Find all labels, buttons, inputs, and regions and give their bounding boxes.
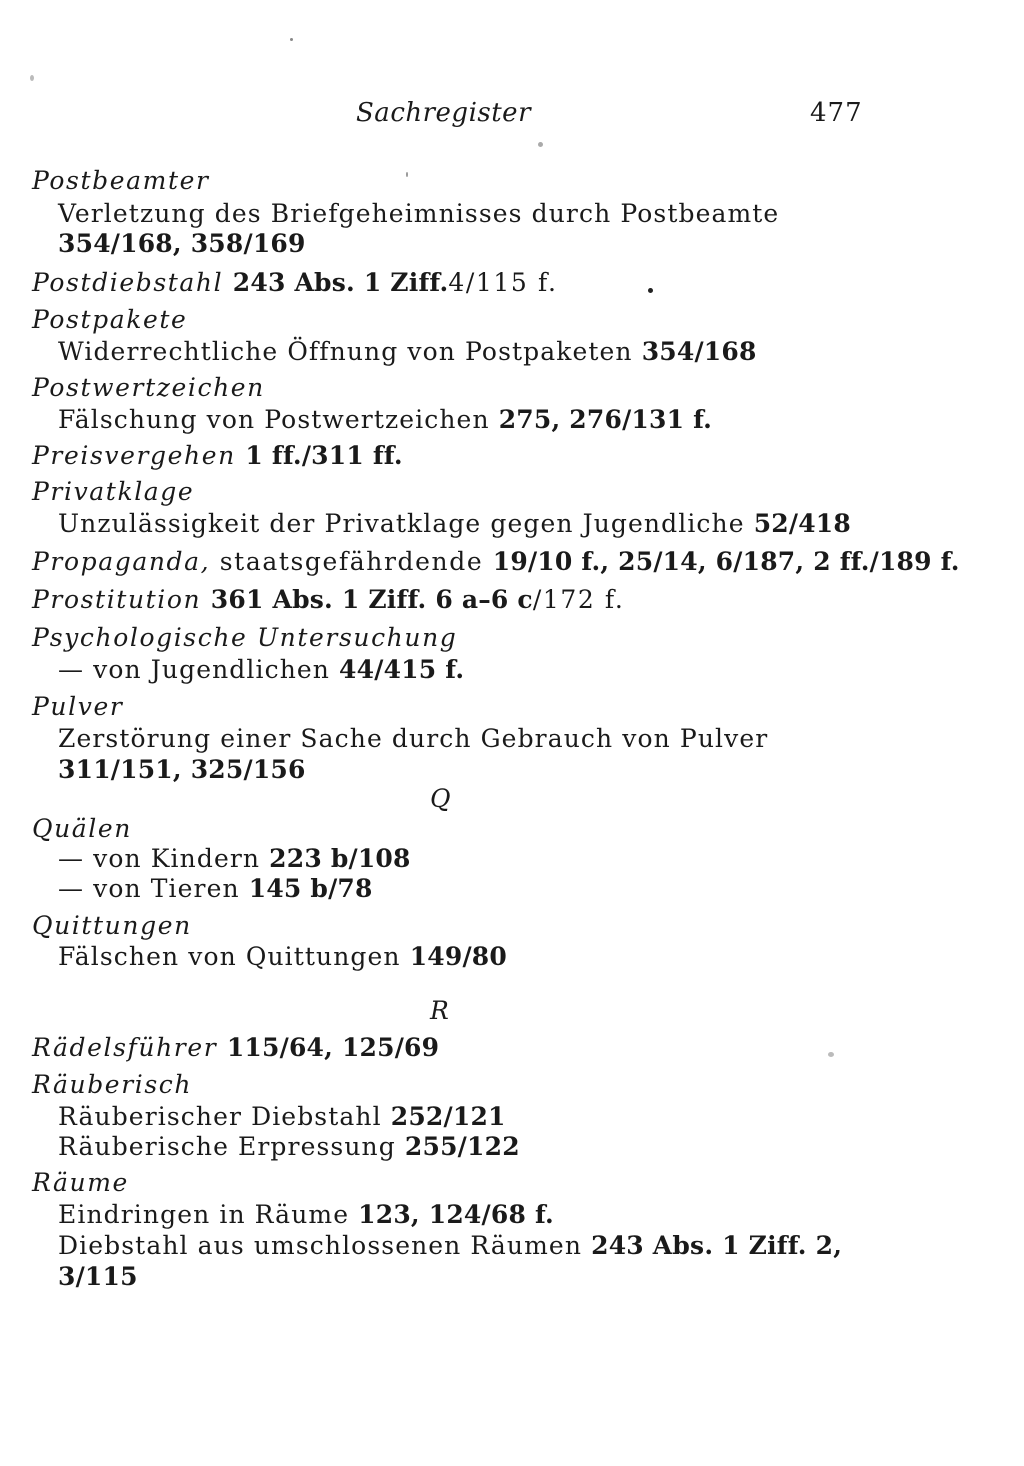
- index-entry-heading: Postwertzeichen: [32, 373, 265, 402]
- index-entry-heading: Psychologische Untersuchung: [32, 623, 458, 652]
- index-subentry: — von Tieren 145 b/78: [58, 874, 373, 903]
- section-letter: Q: [430, 784, 451, 813]
- index-entry-heading: Postbeamter: [32, 166, 210, 195]
- index-entry-heading: Räume: [32, 1168, 129, 1197]
- index-subentry: Widerrechtliche Öffnung von Postpaketen 354/168: [58, 337, 757, 366]
- index-subentry: Räuberischer Diebstahl 252/121: [58, 1102, 506, 1131]
- index-entry: Rädelsführer 115/64, 125/69: [32, 1033, 440, 1062]
- index-subentry: — von Kindern 223 b/108: [58, 844, 411, 873]
- index-subentry: Unzulässigkeit der Privatklage gegen Jugendliche 52/418: [58, 509, 851, 538]
- index-subentry: Eindringen in Räume 123, 124/68 f.: [58, 1200, 554, 1229]
- scan-speck: [30, 75, 34, 81]
- section-letter: R: [430, 996, 449, 1025]
- index-subentry-references: 354/168, 358/169: [58, 229, 306, 258]
- index-entry-heading: Privatklage: [32, 477, 195, 506]
- index-subentry: Fälschen von Quittungen 149/80: [58, 942, 507, 971]
- scan-speck: [406, 172, 408, 177]
- scan-speck: [538, 142, 543, 147]
- index-subentry: Räuberische Erpressung 255/122: [58, 1132, 520, 1161]
- index-entry: Preisvergehen 1 ff./311 ff.: [32, 441, 403, 470]
- index-entry-heading: Quälen: [32, 814, 132, 843]
- index-entry: Prostitution 361 Abs. 1 Ziff. 6 a–6 c/172 f.: [32, 585, 625, 614]
- scan-speck: [648, 288, 653, 293]
- index-subentry: Verletzung des Briefgeheimnisses durch Postbeamte: [58, 199, 780, 228]
- index-subentry-references: 3/115: [58, 1262, 138, 1291]
- page-number: 477: [810, 98, 863, 128]
- running-head: [0, 98, 1024, 134]
- index-entry-heading: Quittungen: [32, 911, 192, 940]
- running-title: Sachregister: [356, 98, 531, 128]
- index-subentry: Diebstahl aus umschlossenen Räumen 243 Abs. 1 Ziff. 2,: [58, 1231, 843, 1260]
- index-entry-heading: Räuberisch: [32, 1070, 193, 1099]
- index-subentry: Zerstörung einer Sache durch Gebrauch von Pulver: [58, 724, 769, 753]
- index-entry-heading: Postpakete: [32, 305, 188, 334]
- index-entry: Postdiebstahl 243 Abs. 1 Ziff.4/115 f.: [32, 268, 558, 297]
- index-entry-heading: Pulver: [32, 692, 124, 721]
- index-subentry-references: 311/151, 325/156: [58, 755, 306, 784]
- index-entry: Propaganda, staatsgefährdende 19/10 f., 25/14, 6/187, 2 ff./189 f.: [32, 547, 960, 576]
- index-subentry: Fälschung von Postwertzeichen 275, 276/131 f.: [58, 405, 713, 434]
- scan-speck: [828, 1052, 834, 1057]
- scan-speck: [290, 38, 293, 41]
- index-subentry: — von Jugendlichen 44/415 f.: [58, 655, 465, 684]
